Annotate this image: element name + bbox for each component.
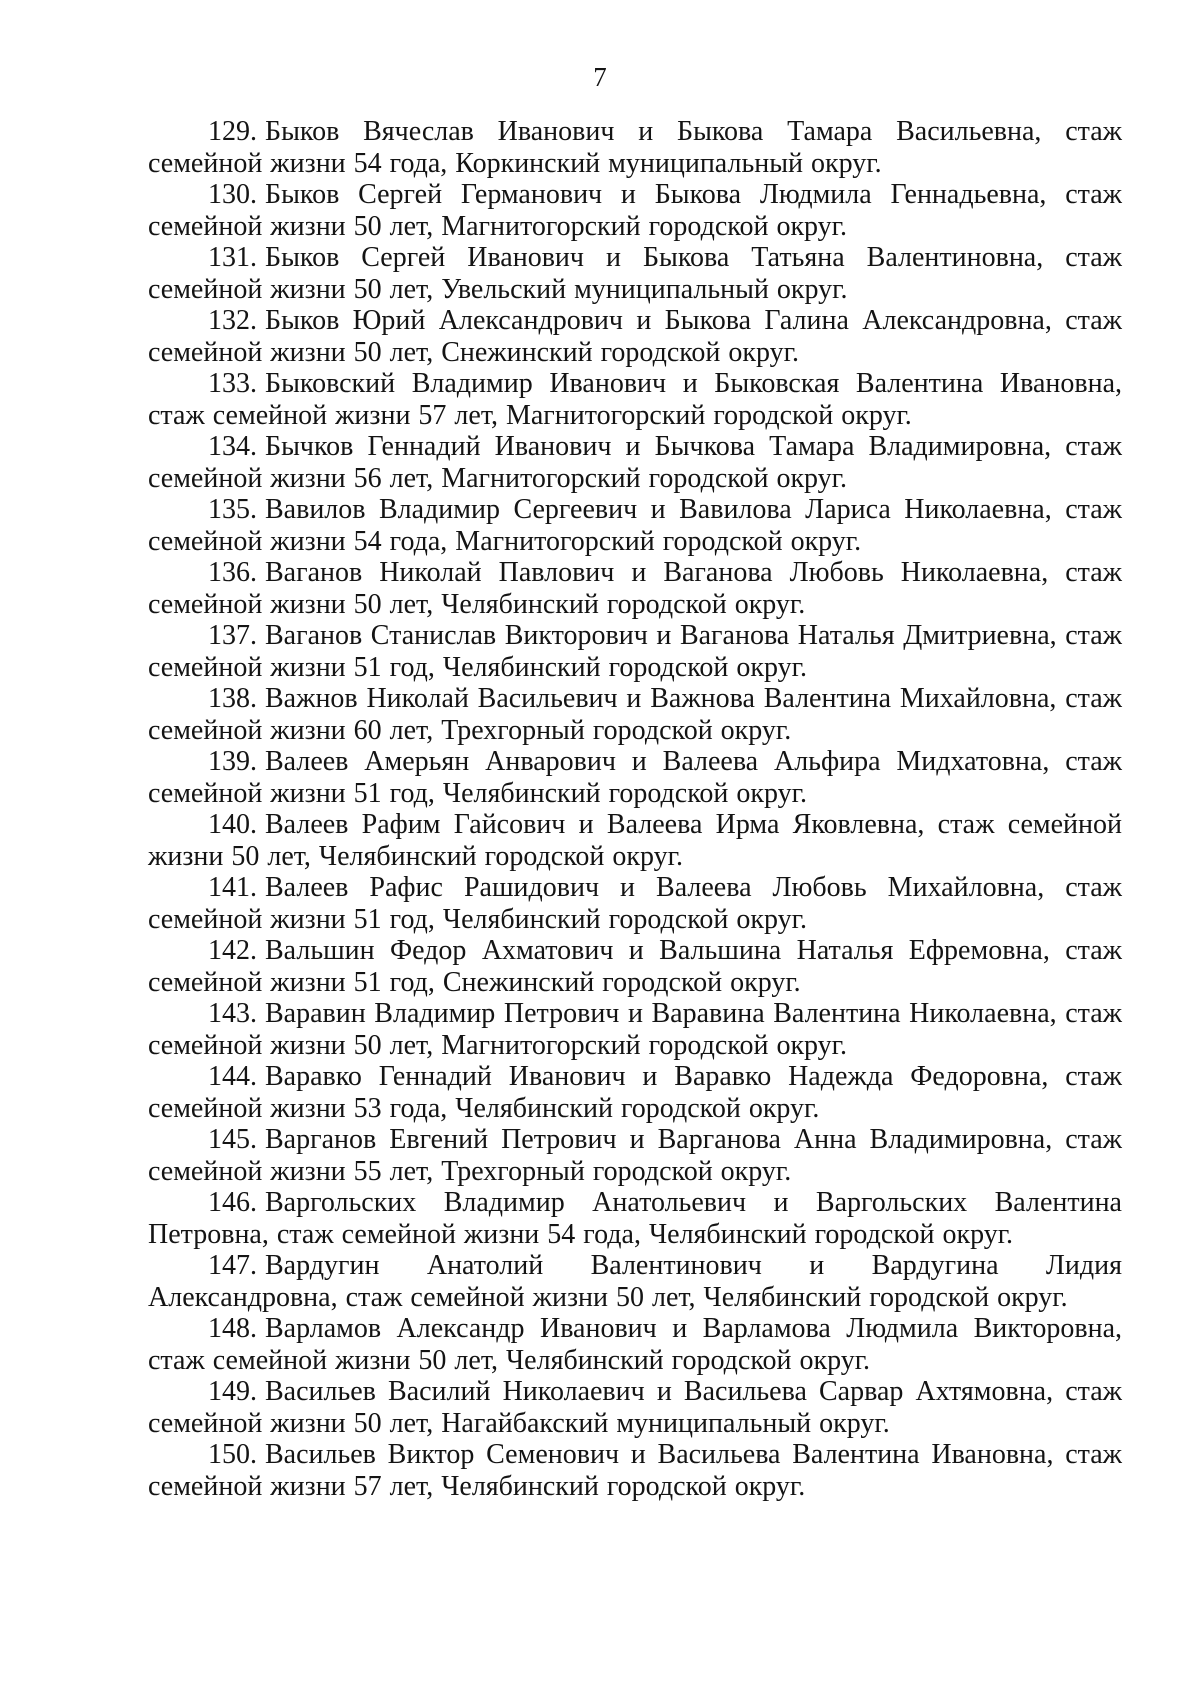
entry-number: 135. bbox=[208, 494, 257, 525]
entry-text: Быков Сергей Иванович и Быкова Татьяна Валентиновна, стаж семейной жизни 50 лет, Увельский муниципальный округ. bbox=[148, 242, 1122, 305]
entry-number: 132. bbox=[208, 305, 257, 336]
entry-number: 148. bbox=[208, 1313, 257, 1344]
entry-number: 137. bbox=[208, 620, 257, 651]
entry-number: 142. bbox=[208, 935, 257, 966]
entry-text: Быковский Владимир Иванович и Быковская Валентина Ивановна, стаж семейной жизни 57 лет, Магнитогорский городской округ. bbox=[148, 368, 1122, 431]
entry-number: 150. bbox=[208, 1439, 257, 1470]
list-item bbox=[148, 620, 1122, 683]
entry-text: Валеев Амерьян Анварович и Валеева Альфира Мидхатовна, стаж семейной жизни 51 год, Челябинский городской округ. bbox=[148, 746, 1122, 809]
entry-number: 133. bbox=[208, 368, 257, 399]
list-item bbox=[148, 935, 1122, 998]
list-item bbox=[148, 1313, 1122, 1376]
list-item bbox=[148, 1187, 1122, 1250]
list-item bbox=[148, 494, 1122, 557]
page-number: 7 bbox=[593, 62, 607, 92]
entry-number: 136. bbox=[208, 557, 257, 588]
list-item bbox=[148, 368, 1122, 431]
entry-text: Бычков Геннадий Иванович и Бычкова Тамара Владимировна, стаж семейной жизни 56 лет, Магнитогорский городской округ. bbox=[148, 431, 1122, 494]
list-item bbox=[148, 242, 1122, 305]
entry-number: 138. bbox=[208, 683, 257, 714]
entry-number: 145. bbox=[208, 1124, 257, 1155]
entry-text: Быков Сергей Германович и Быкова Людмила Геннадьевна, стаж семейной жизни 50 лет, Магнитогорский городской округ. bbox=[148, 179, 1122, 242]
list-item bbox=[148, 431, 1122, 494]
entry-text: Валеев Рафим Гайсович и Валеева Ирма Яковлевна, стаж семейной жизни 50 лет, Челябинский городской округ. bbox=[148, 809, 1122, 872]
entry-number: 140. bbox=[208, 809, 257, 840]
list-item bbox=[148, 872, 1122, 935]
entry-text: Ваганов Николай Павлович и Ваганова Любовь Николаевна, стаж семейной жизни 50 лет, Челябинский городской округ. bbox=[148, 557, 1122, 620]
list-item bbox=[148, 1376, 1122, 1439]
list-item bbox=[148, 557, 1122, 620]
entry-number: 131. bbox=[208, 242, 257, 273]
entry-number: 139. bbox=[208, 746, 257, 777]
entry-number: 147. bbox=[208, 1250, 257, 1281]
entry-number: 134. bbox=[208, 431, 257, 462]
list-item bbox=[148, 305, 1122, 368]
entry-text: Варганов Евгений Петрович и Варганова Анна Владимировна, стаж семейной жизни 55 лет, Трехгорный городской округ. bbox=[148, 1124, 1122, 1187]
list-item bbox=[148, 116, 1122, 179]
entry-number: 141. bbox=[208, 872, 257, 903]
entry-number: 130. bbox=[208, 179, 257, 210]
entry-text: Васильев Василий Николаевич и Васильева Сарвар Ахтямовна, стаж семейной жизни 50 лет, Нагайбакский муниципальный округ. bbox=[148, 1376, 1122, 1439]
entry-number: 149. bbox=[208, 1376, 257, 1407]
entry-text: Валеев Рафис Рашидович и Валеева Любовь Михайловна, стаж семейной жизни 51 год, Челябинский городской округ. bbox=[148, 872, 1122, 935]
list-item bbox=[148, 179, 1122, 242]
entry-text: Варавко Геннадий Иванович и Варавко Надежда Федоровна, стаж семейной жизни 53 года, Челябинский городской округ. bbox=[148, 1061, 1122, 1124]
entry-text: Быков Вячеслав Иванович и Быкова Тамара Васильевна, стаж семейной жизни 54 года, Коркинский муниципальный округ. bbox=[148, 116, 1122, 179]
list-item bbox=[148, 746, 1122, 809]
list-item bbox=[148, 1124, 1122, 1187]
list-item bbox=[148, 998, 1122, 1061]
entry-text: Варламов Александр Иванович и Варламова Людмила Викторовна, стаж семейной жизни 50 лет, Челябинский городской округ. bbox=[148, 1313, 1122, 1376]
entry-text: Важнов Николай Васильевич и Важнова Валентина Михайловна, стаж семейной жизни 60 лет, Трехгорный городской округ. bbox=[148, 683, 1122, 746]
list-item bbox=[148, 683, 1122, 746]
entry-number: 129. bbox=[208, 116, 257, 147]
entry-text: Вавилов Владимир Сергеевич и Вавилова Лариса Николаевна, стаж семейной жизни 54 года, Магнитогорский городской округ. bbox=[148, 494, 1122, 557]
entry-text: Вальшин Федор Ахматович и Вальшина Наталья Ефремовна, стаж семейной жизни 51 год, Снежинский городской округ. bbox=[148, 935, 1122, 998]
entry-text: Варгольских Владимир Анатольевич и Варгольских Валентина Петровна, стаж семейной жизни 54 года, Челябинский городской округ. bbox=[148, 1187, 1122, 1250]
list-item bbox=[148, 1250, 1122, 1313]
entry-number: 144. bbox=[208, 1061, 257, 1092]
entry-number: 143. bbox=[208, 998, 257, 1029]
entry-text: Васильев Виктор Семенович и Васильева Валентина Ивановна, стаж семейной жизни 57 лет, Челябинский городской округ. bbox=[148, 1439, 1122, 1502]
entry-number: 146. bbox=[208, 1187, 257, 1218]
list-item bbox=[148, 1061, 1122, 1124]
entry-text: Варавин Владимир Петрович и Варавина Валентина Николаевна, стаж семейной жизни 50 лет, Магнитогорский городской округ. bbox=[148, 998, 1122, 1061]
entry-list bbox=[148, 116, 1122, 1502]
list-item bbox=[148, 1439, 1122, 1502]
list-item bbox=[148, 809, 1122, 872]
entry-text: Быков Юрий Александрович и Быкова Галина Александровна, стаж семейной жизни 50 лет, Снежинский городской округ. bbox=[148, 305, 1122, 368]
entry-text: Ваганов Станислав Викторович и Ваганова Наталья Дмитриевна, стаж семейной жизни 51 год, Челябинский городской округ. bbox=[148, 620, 1122, 683]
entry-text: Вардугин Анатолий Валентинович и Вардугина Лидия Александровна, стаж семейной жизни 50 лет, Челябинский городской округ. bbox=[148, 1250, 1122, 1313]
